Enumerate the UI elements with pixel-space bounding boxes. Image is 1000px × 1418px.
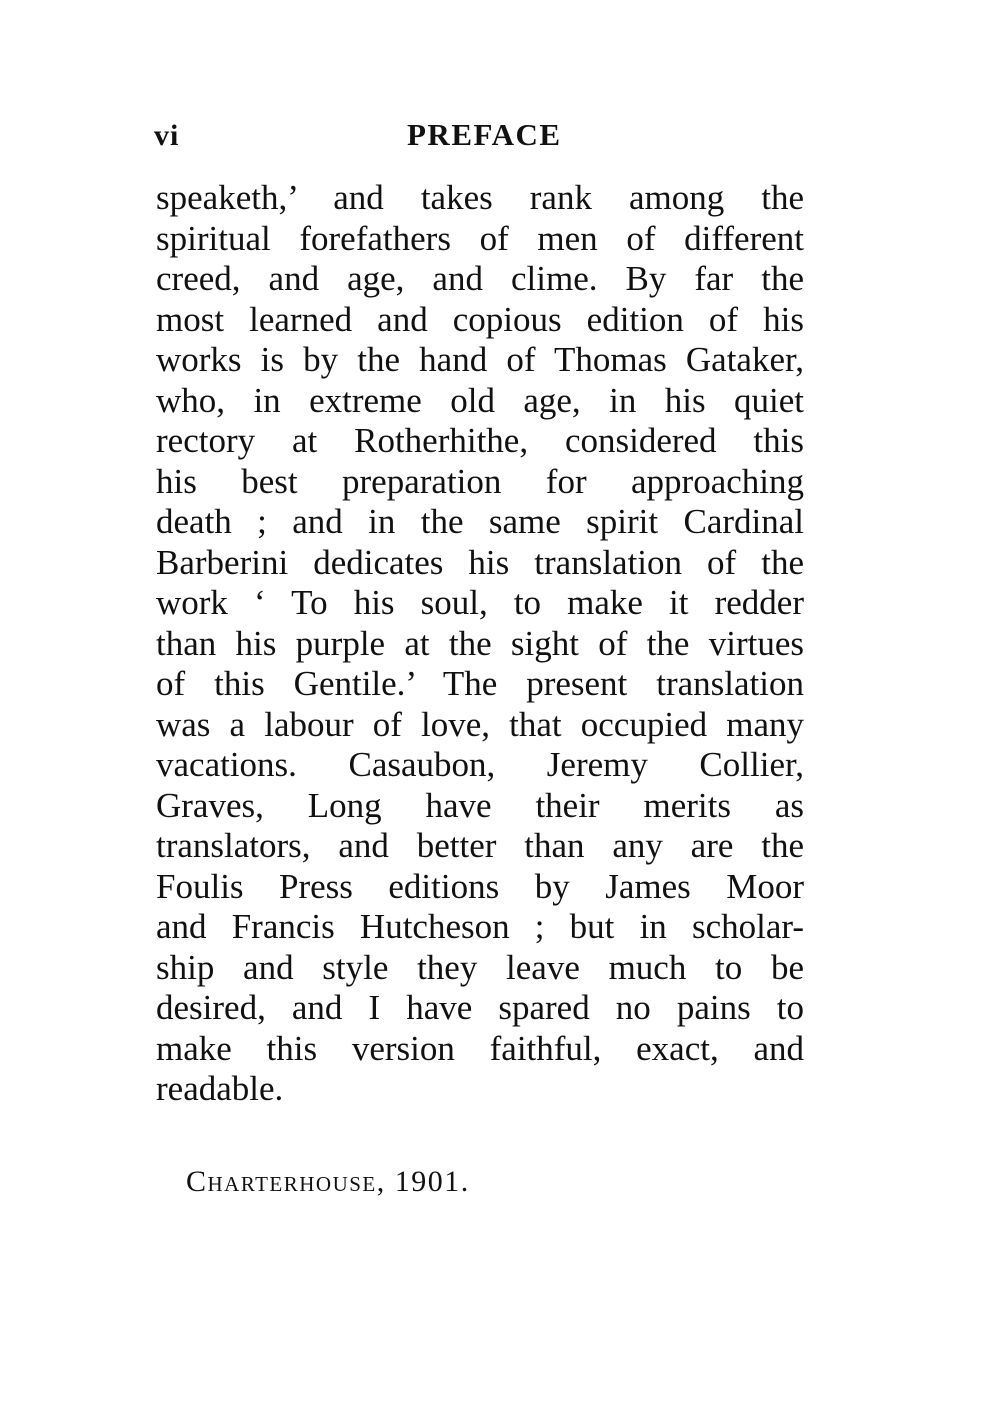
text-line: desired, and I have spared no pains to	[156, 988, 804, 1027]
text-line: than his purple at the sight of the virtues	[156, 623, 804, 663]
signature-place-date: Charterhouse, 1901.	[186, 1165, 470, 1198]
text-line: translators, and better than any are the	[156, 826, 804, 865]
text-line: vacations. Casaubon, Jeremy Collier,	[156, 745, 804, 784]
text-line: spiritual forefathers of men of different	[156, 218, 804, 258]
text-line: death ; and in the same spirit Cardinal	[156, 502, 804, 541]
text-line: work ‘ To his soul, to make it redder	[156, 583, 804, 622]
text-line: Barberini dedicates his translation of the	[156, 542, 804, 582]
text-line: of this Gentile.’ The present translation	[156, 664, 804, 703]
page-number: vi	[154, 119, 180, 152]
text-line: most learned and copious edition of his	[156, 299, 804, 339]
text-line: make this version faithful, exact, and	[156, 1028, 804, 1068]
text-line: rectory at Rotherhithe, considered this	[156, 421, 804, 460]
text-line: speaketh,’ and takes rank among the	[156, 178, 804, 217]
text-line: his best preparation for approaching	[156, 461, 804, 501]
running-head-title: PREFACE	[407, 117, 562, 152]
text-line: ship and style they leave much to be	[156, 947, 804, 987]
text-line: works is by the hand of Thomas Gataker,	[156, 340, 804, 379]
text-line: who, in extreme old age, in his quiet	[156, 380, 804, 420]
text-line: was a labour of love, that occupied many	[156, 704, 804, 744]
text-line-last: readable.	[156, 1069, 284, 1108]
text-line: and Francis Hutcheson ; but in scholar-	[156, 907, 804, 946]
text-line: Graves, Long have their merits as	[156, 785, 804, 825]
preface-paragraph	[156, 178, 804, 1110]
text-line: Foulis Press editions by James Moor	[156, 866, 804, 906]
text-line: creed, and age, and clime. By far the	[156, 259, 804, 298]
